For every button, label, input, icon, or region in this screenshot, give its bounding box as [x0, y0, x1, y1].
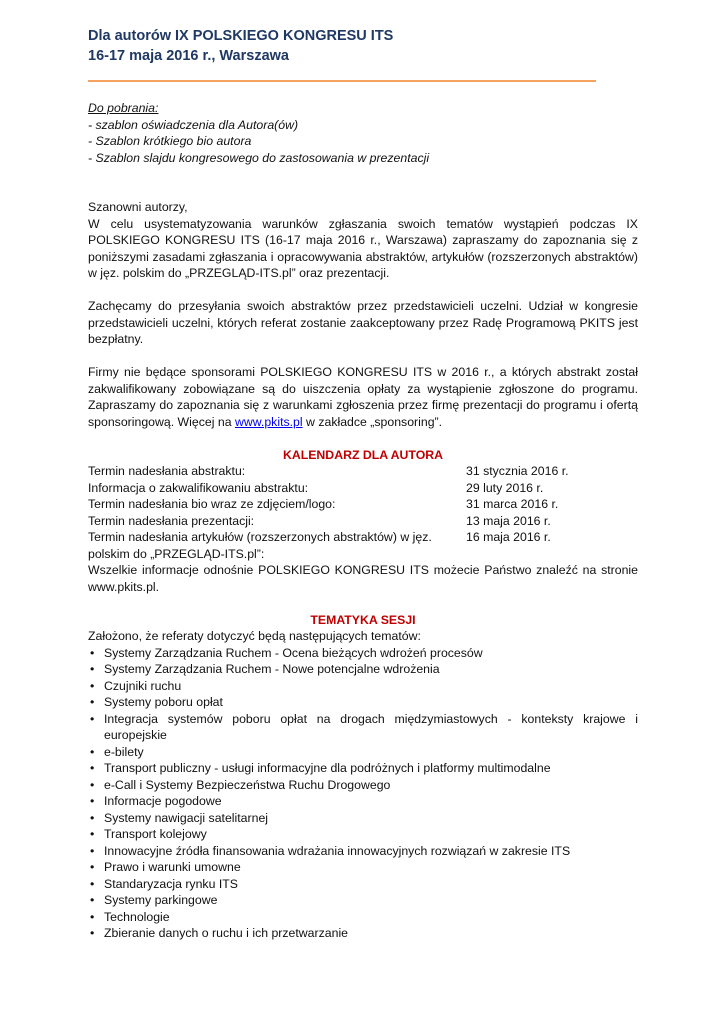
calendar-date: 16 maja 2016 r. — [466, 530, 551, 544]
bullet-icon: • — [90, 645, 95, 660]
calendar-date: 31 stycznia 2016 r. — [466, 464, 569, 478]
list-item — [88, 843, 638, 860]
title-line-1: Dla autorów IX POLSKIEGO KONGRESU ITS — [88, 28, 394, 44]
topic-text: Informacje pogodowe — [104, 794, 222, 808]
list-item — [88, 760, 638, 777]
letter-body — [88, 199, 638, 942]
list-item — [88, 711, 638, 744]
list-item — [88, 645, 638, 662]
bullet-icon: • — [90, 843, 95, 858]
calendar-row — [88, 529, 638, 562]
calendar-row — [88, 513, 638, 530]
list-item — [88, 810, 638, 827]
list-item — [88, 678, 638, 695]
topic-text: Technologie — [104, 909, 170, 924]
calendar-row — [88, 463, 638, 480]
calendar-note: Wszelkie informacje odnośnie POLSKIEGO KONGRESU ITS możecie Państwo znaleźć na stronie www.pkits.pl. — [88, 563, 638, 594]
topic-text: Systemy nawigacji satelitarnej — [104, 810, 269, 825]
list-item — [88, 694, 638, 711]
topic-text: Transport publiczny - usługi informacyjne dla podróżnych i platformy multimodalne — [104, 761, 551, 775]
calendar-label: Termin nadesłania artykułów (rozszerzonych abstraktów) w jęz. polskim do „PRZEGLĄD-ITS.pl”: — [88, 530, 432, 561]
bullet-icon: • — [90, 761, 95, 775]
topic-text: e-Call i Systemy Bezpieczeństwa Ruchu Drogowego — [104, 777, 391, 792]
page-title — [88, 26, 638, 66]
title-divider — [88, 80, 596, 82]
calendar-table — [88, 463, 638, 562]
topic-text: Systemy poboru opłat — [104, 695, 223, 709]
bullet-icon: • — [90, 827, 95, 841]
bullet-icon: • — [90, 926, 95, 940]
bullet-icon: • — [90, 860, 95, 874]
calendar-label: Termin nadesłania abstraktu: — [88, 464, 246, 478]
list-item — [88, 777, 638, 794]
topic-text: e-bilety — [104, 744, 144, 759]
bullet-icon: • — [90, 678, 95, 693]
topic-text: Standaryzacja rynku ITS — [104, 876, 238, 891]
list-item — [88, 793, 638, 810]
list-item — [88, 859, 638, 876]
calendar-label: Termin nadesłania prezentacji: — [88, 513, 255, 528]
download-item[interactable]: - Szablon slajdu kongresowego do zastosowania w prezentacji — [88, 150, 430, 165]
calendar-label: Informacja o zakwalifikowaniu abstraktu: — [88, 480, 309, 495]
greeting: Szanowni autorzy, — [88, 200, 188, 214]
bullet-icon: • — [90, 794, 95, 808]
topic-text: Innowacyjne źródła finansowania wdrażania innowacyjnych rozwiązań w zakresie ITS — [104, 843, 571, 858]
topic-text: Prawo i warunki umowne — [104, 860, 241, 874]
calendar-date: 29 luty 2016 r. — [466, 480, 544, 495]
topics-heading: TEMATYKA SESJI — [310, 612, 416, 627]
download-item[interactable]: - szablon oświadczenia dla Autora(ów) — [88, 117, 299, 132]
document-page — [88, 26, 638, 942]
bullet-icon: • — [90, 893, 95, 907]
topic-text: Systemy parkingowe — [104, 893, 218, 907]
calendar-row — [88, 496, 638, 513]
paragraph-2: Zachęcamy do przesyłania swoich abstraktów przez przedstawicieli uczelni. Udział w kongresie przedstawicieli uczelni, których referat zostanie zaakceptowany przez Radę Programową PKITS jest bezpłatny. — [88, 299, 638, 346]
list-item — [88, 744, 638, 761]
calendar-date: 13 maja 2016 r. — [466, 513, 551, 528]
bullet-icon: • — [90, 810, 95, 825]
bullet-icon: • — [90, 695, 95, 709]
topic-text: Systemy Zarządzania Ruchem - Nowe potencjalne wdrożenia — [104, 662, 440, 676]
list-item — [88, 909, 638, 926]
list-item — [88, 925, 638, 942]
bullet-icon: • — [90, 876, 95, 891]
list-item — [88, 661, 638, 678]
topic-text: Czujniki ruchu — [104, 678, 182, 693]
downloads-heading: Do pobrania: — [88, 101, 159, 115]
topic-text: Transport kolejowy — [104, 827, 207, 841]
topics-list — [88, 645, 638, 942]
list-item — [88, 876, 638, 893]
bullet-icon: • — [90, 909, 95, 924]
calendar-row — [88, 480, 638, 497]
topic-text: Integracja systemów poboru opłat na drogach międzymiastowych - konteksty krajowe i europejskie — [104, 711, 638, 742]
paragraph-1: W celu usystematyzowania warunków zgłaszania swoich tematów wystąpień podczas IX POLSKIEGO KONGRESU ITS (16-17 maja 2016 r., Warszawa) zapraszamy do zapoznania się z poniższymi zasadami zgłaszania i opracowywania abstraktów, artykułów (rozszerzonych abstraktów) w jęz. polskim do „PRZEGLĄD-ITS.pl” oraz prezentacji. — [88, 216, 638, 280]
bullet-icon: • — [90, 711, 95, 726]
calendar-heading: KALENDARZ DLA AUTORA — [282, 447, 444, 462]
paragraph-3-tail: w zakładce „sponsoring”. — [302, 414, 443, 429]
downloads-section — [88, 100, 638, 166]
topic-text: Zbieranie danych o ruchu i ich przetwarzanie — [104, 926, 349, 940]
bullet-icon: • — [90, 662, 95, 676]
topic-text: Systemy Zarządzania Ruchem - Ocena bieżących wdrożeń procesów — [104, 645, 483, 660]
paragraph-3-text: Firmy nie będące sponsorami POLSKIEGO KONGRESU ITS w 2016 r., a których abstrakt został zakwalifikowany zobowiązane są do uiszczenia opłaty za wystąpienie zgłoszone do programu. Zapraszamy do zapoznania się z warunkami zgłoszenia przez firmę prezentacji do programu i ofertą sponsoringową. Więcej na — [88, 365, 638, 429]
paragraph-3 — [88, 364, 638, 430]
topics-intro: Założono, że referaty dotyczyć będą następujących tematów: — [88, 629, 421, 643]
download-item[interactable]: - Szablon krótkiego bio autora — [88, 134, 252, 148]
list-item — [88, 892, 638, 909]
bullet-icon: • — [90, 777, 95, 792]
list-item — [88, 826, 638, 843]
calendar-label: Termin nadesłania bio wraz ze zdjęciem/logo: — [88, 497, 336, 511]
bullet-icon: • — [90, 744, 95, 759]
pkits-link[interactable]: www.pkits.pl — [234, 414, 303, 429]
title-line-2: 16-17 maja 2016 r., Warszawa — [88, 48, 289, 64]
calendar-date: 31 marca 2016 r. — [466, 497, 559, 511]
